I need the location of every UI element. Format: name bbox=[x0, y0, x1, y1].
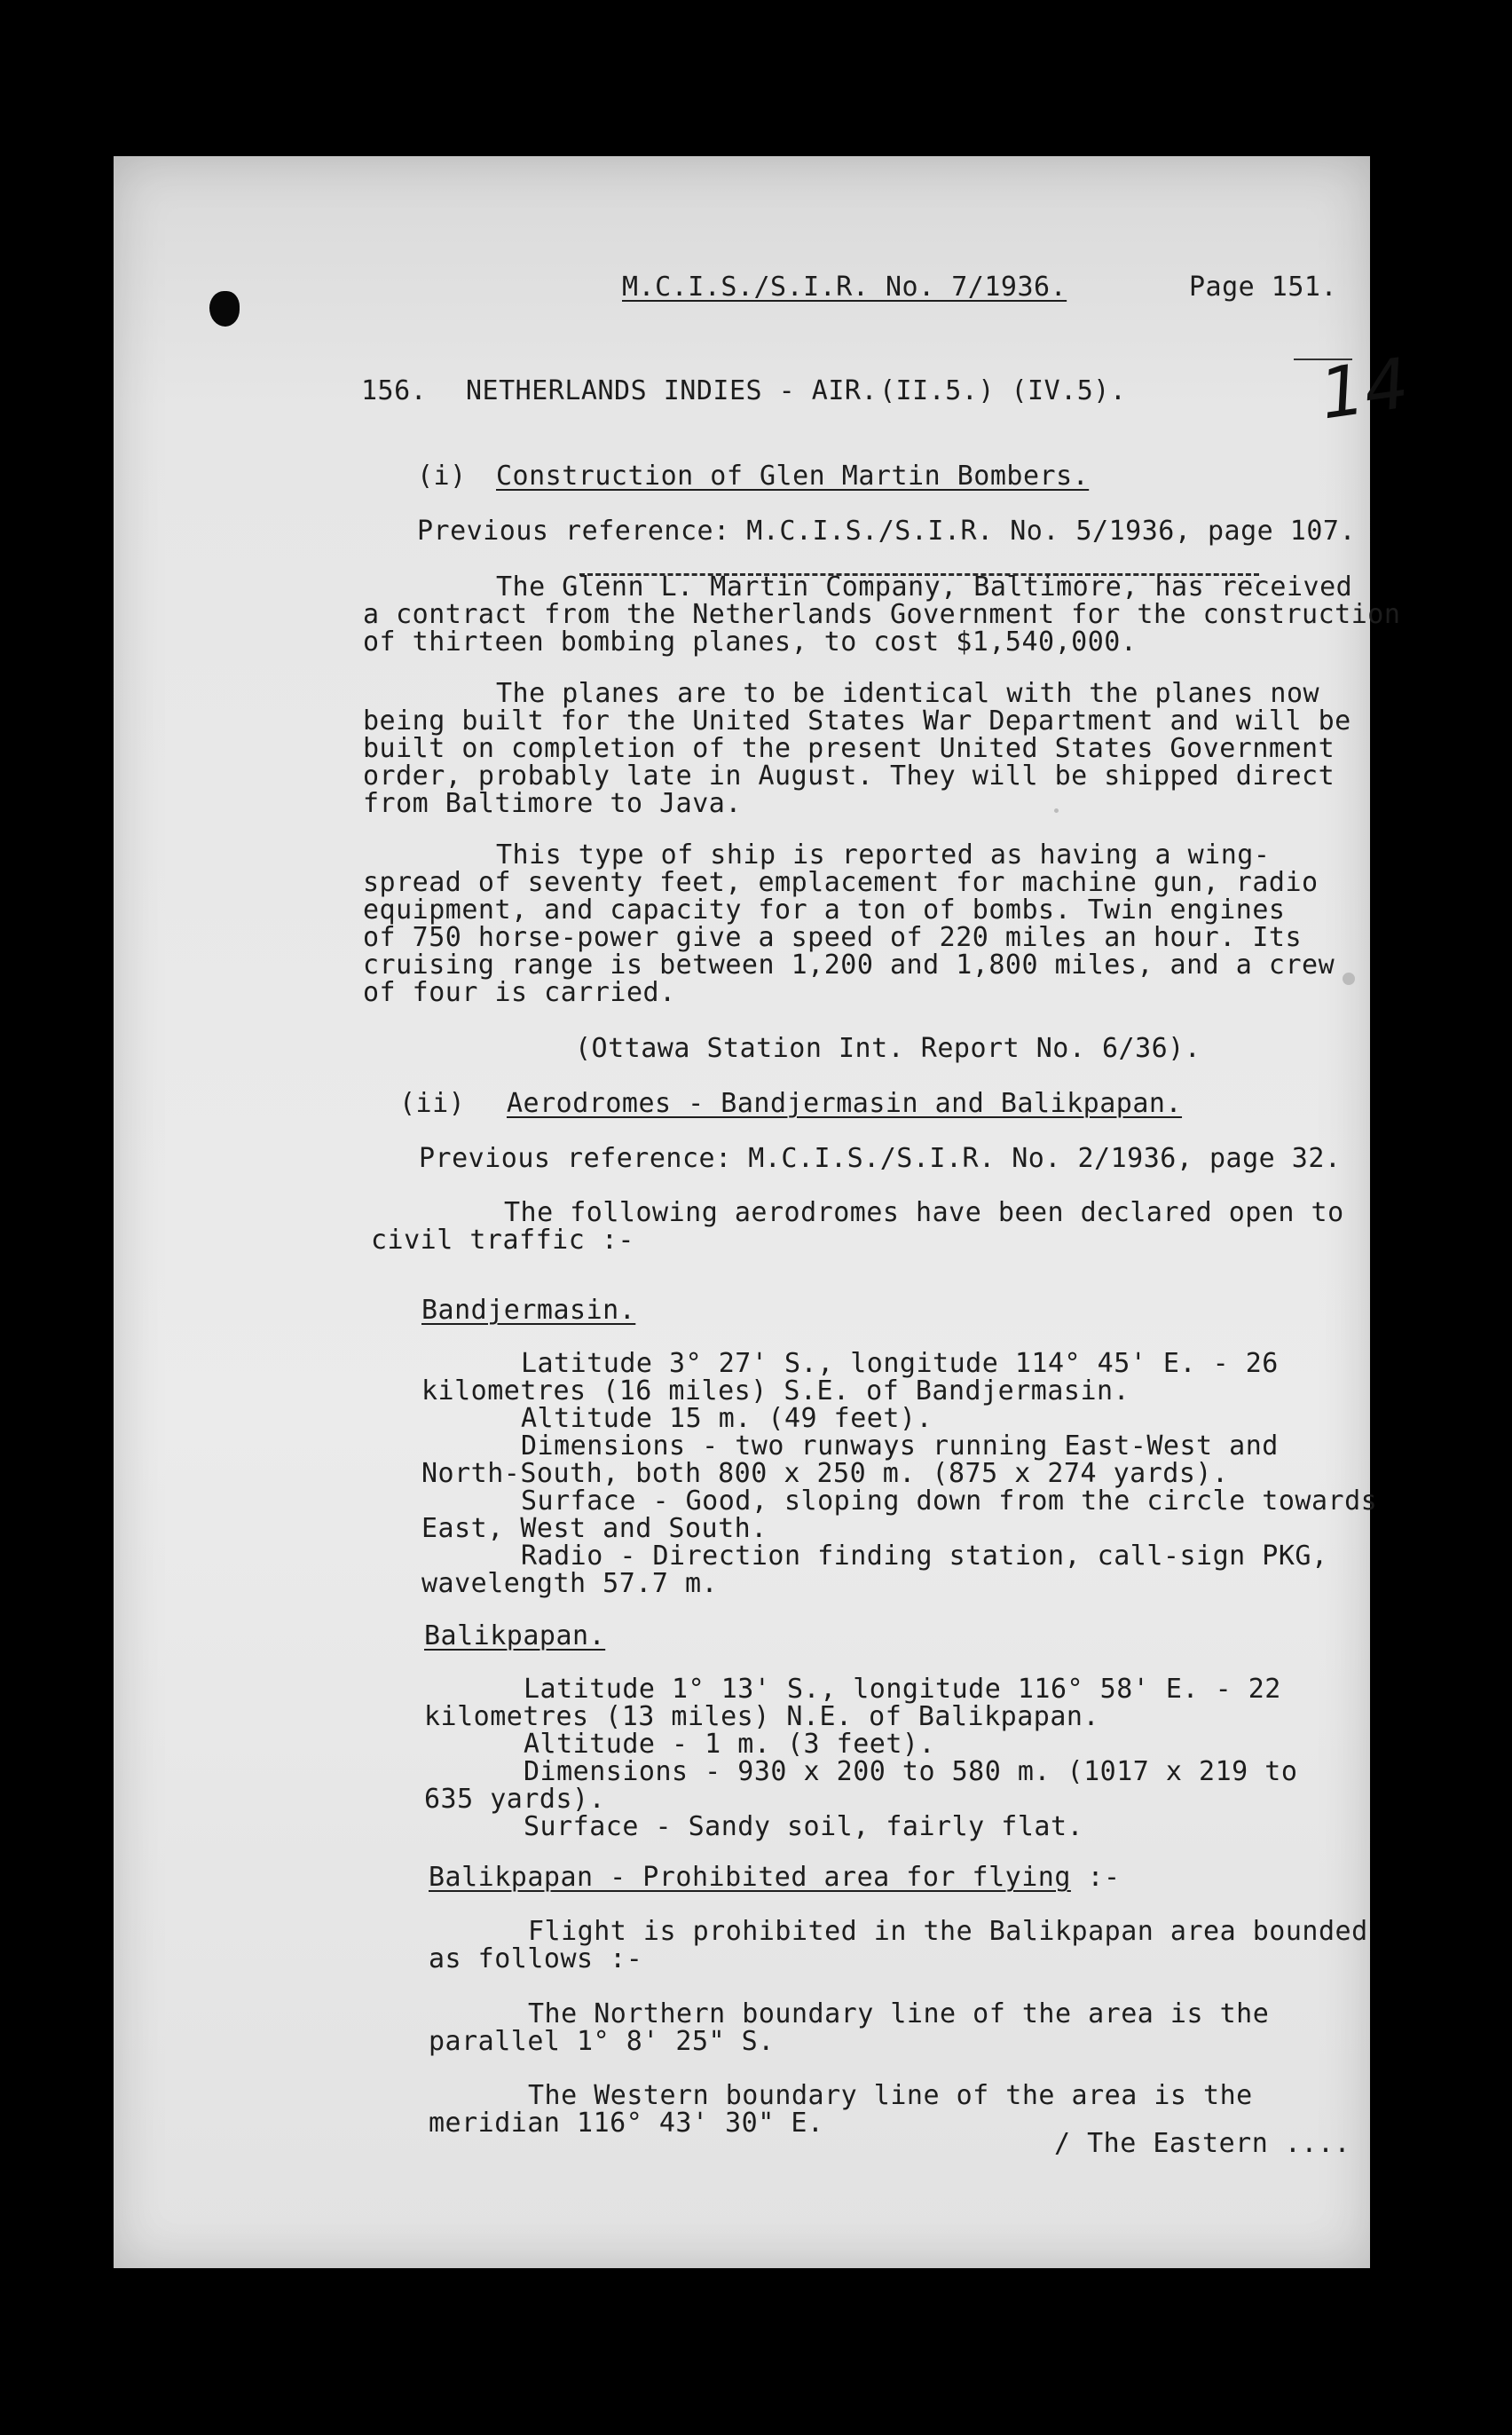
source-citation: (Ottawa Station Int. Report No. 6/36). bbox=[575, 1033, 1201, 1064]
paragraph: This type of ship is reported as having a wing- spread of seventy feet, emplacement for machine gun, radio equipment, and capacity for a ton of bombs. Twin engines of 750 horse-power give a speed of 220 miles an hour. Its cruising range is between 1,200 and 1,800 miles, and a crew of four is carried. bbox=[363, 839, 1335, 1008]
section-title: NETHERLANDS INDIES - AIR. bbox=[466, 375, 878, 406]
handwritten-folio-number: 14 bbox=[1315, 343, 1414, 436]
prohibited-area-heading: Balikpapan - Prohibited area for flying :- bbox=[429, 1862, 1121, 1893]
previous-reference: Previous reference: M.C.I.S./S.I.R. No. 5/1936, page 107. bbox=[417, 516, 1357, 547]
paragraph: The planes are to be identical with the planes now being built for the United States War Department and will be built on completion of the present United States Government order, probably late in August. They will be shipped direct from Baltimore to Java. bbox=[363, 678, 1351, 819]
paragraph: Flight is prohibited in the Balikpapan area bounded as follows :- bbox=[429, 1916, 1368, 1974]
paragraph: The following aerodromes have been declared open to civil traffic :- bbox=[371, 1197, 1344, 1256]
aerodrome-details: Latitude 1° 13' S., longitude 116° 58' E. - 22 kilometres (13 miles) N.E. of Balikpapan. Altitude - 1 m. (3 feet). Dimensions - 930 x 200 to 580 m. (1017 x 219 to 635 yards). Surface - Sandy soil, fairly flat. bbox=[424, 1674, 1298, 1842]
catchword: / The Eastern .... bbox=[1054, 2128, 1351, 2159]
aerodrome-heading: Bandjermasin. bbox=[421, 1295, 636, 1326]
aerodrome-details: Latitude 3° 27' S., longitude 114° 45' E. - 26 kilometres (16 miles) S.E. of Bandjermasin. Altitude 15 m. (49 feet). Dimensions - two runways running East-West and North-South, both 800 x 250 m. (875 x 274 yards). Surface - Good, sloping down from the circle towards East, West and South. Radio - Direction finding station, call-sign PKG, wavelength 57.7 m. bbox=[421, 1348, 1378, 1599]
paragraph: The Western boundary line of the area is the meridian 116° 43' 30" E. bbox=[429, 2080, 1253, 2139]
page-number: Page 151. bbox=[1189, 272, 1338, 303]
subsection-number: (ii) bbox=[399, 1088, 466, 1119]
document-page bbox=[114, 156, 1414, 2268]
document-reference: M.C.I.S./S.I.R. No. 7/1936. bbox=[622, 272, 1067, 303]
paragraph: The Northern boundary line of the area is the parallel 1° 8' 25" S. bbox=[429, 1998, 1270, 2057]
paragraph: The Glenn L. Martin Company, Baltimore, has received a contract from the Netherlands Government for the construction of thirteen bombing planes, to cost $1,540,000. bbox=[363, 571, 1401, 658]
subsection-number: (i) bbox=[417, 461, 467, 492]
paper-speck bbox=[1343, 973, 1355, 985]
subsection-heading: Construction of Glen Martin Bombers. bbox=[496, 461, 1090, 492]
subsection-heading: Aerodromes - Bandjermasin and Balikpapan. bbox=[507, 1088, 1183, 1119]
punch-hole bbox=[209, 291, 240, 327]
section-number: 156. bbox=[361, 375, 428, 406]
aerodrome-heading: Balikpapan. bbox=[424, 1620, 606, 1651]
section-codes: (II.5.) (IV.5). bbox=[879, 375, 1127, 406]
previous-reference: Previous reference: M.C.I.S./S.I.R. No. 2/1936, page 32. bbox=[419, 1143, 1342, 1174]
